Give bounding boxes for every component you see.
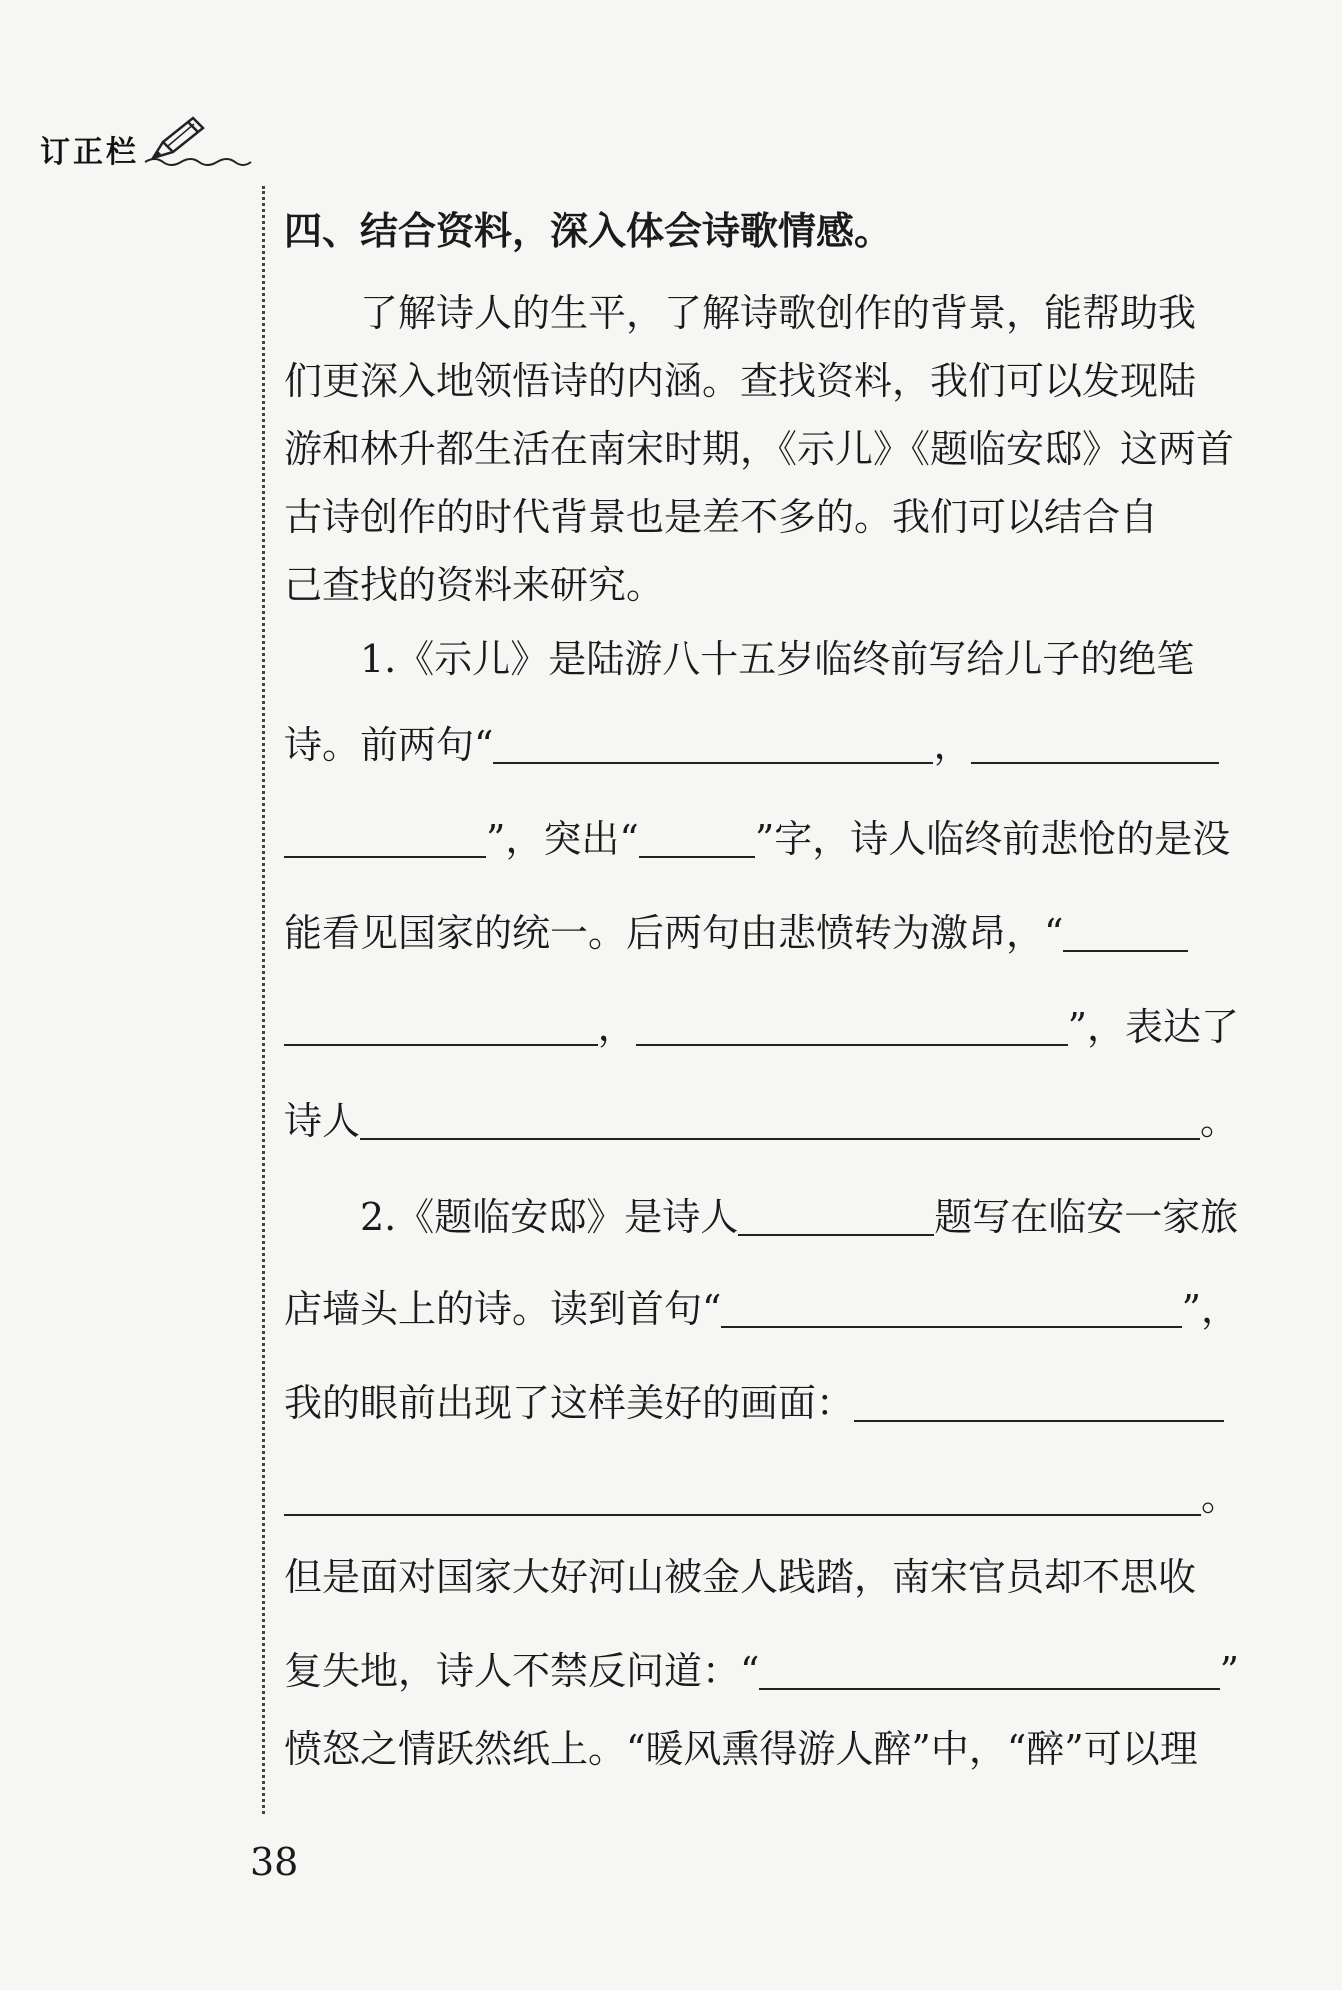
q1-text-4: 能看见国家的统一。后两句由悲愤转为激昂，“ [284, 911, 1064, 955]
q2-text-2a: 店墙头上的诗。读到首句“ [284, 1287, 722, 1331]
q2-text-1a: 2.《题临安邸》是诗人 [360, 1195, 739, 1239]
answer-blank[interactable] [1063, 914, 1188, 952]
q1-text-5b: ”，表达了 [1067, 1005, 1239, 1049]
intro-line-4: 古诗创作的时代背景也是差不多的。我们可以结合自 [284, 495, 1159, 539]
q1-text-6b: 。 [1200, 1099, 1239, 1143]
q1-text-2a: 诗。前两句“ [284, 723, 494, 767]
q2-line-4 [284, 1475, 1239, 1519]
q1-line-5 [284, 1005, 1239, 1049]
q2-line-1 [284, 1195, 1239, 1239]
intro-text-1: 了解诗人的生平，了解诗歌创作的背景，能帮助我 [360, 291, 1197, 335]
answer-blank[interactable] [284, 1008, 598, 1046]
answer-blank[interactable] [284, 1478, 1201, 1516]
correction-label: 订正栏 [40, 135, 139, 170]
q1-line-6 [284, 1099, 1239, 1143]
answer-blank[interactable] [493, 726, 933, 764]
q2-line-6 [284, 1649, 1239, 1693]
intro-line-3: 游和林升都生活在南宋时期，《示儿》《题临安邸》这两首 [284, 427, 1235, 471]
answer-blank[interactable] [971, 726, 1219, 764]
q1-text-6a: 诗人 [284, 1099, 361, 1143]
q1-line-3 [284, 817, 1239, 861]
section-heading: 四、结合资料，深入体会诗歌情感。 [284, 209, 893, 253]
intro-line-1 [284, 291, 1239, 335]
intro-line-2: 们更深入地领悟诗的内涵。查找资料，我们可以发现陆 [284, 359, 1197, 403]
q2-text-3: 我的眼前出现了这样美好的画面： [284, 1381, 855, 1425]
q2-text-1b: 题写在临安一家旅 [934, 1195, 1239, 1239]
page-number: 38 [250, 1840, 299, 1884]
q2-line-3 [284, 1381, 1239, 1425]
answer-blank[interactable] [721, 1290, 1181, 1328]
q2-line-5: 但是面对国家大好河山被金人践踏，南宋官员却不思收 [284, 1555, 1197, 1599]
q1-text-5a: ， [597, 1005, 636, 1049]
q2-line-2 [284, 1287, 1239, 1331]
answer-blank[interactable] [284, 820, 486, 858]
answer-blank[interactable] [639, 820, 755, 858]
intro-line-5: 己查找的资料来研究。 [284, 563, 665, 607]
q1-text-3a: ”，突出“ [486, 817, 639, 861]
answer-blank[interactable] [854, 1384, 1224, 1422]
q2-text-4b: 。 [1200, 1475, 1239, 1519]
q2-text-2b: ”， [1181, 1287, 1239, 1331]
q1-text-3b: ”字，诗人临终前悲怆的是没 [754, 817, 1231, 861]
q2-text-6a: 复失地，诗人不禁反问道：“ [284, 1649, 760, 1693]
answer-blank[interactable] [636, 1008, 1068, 1046]
q2-text-6b: ” [1219, 1649, 1239, 1693]
answer-blank[interactable] [360, 1102, 1200, 1140]
q1-line-1: 1.《示儿》是陆游八十五岁临终前写给儿子的绝笔 [360, 637, 1195, 681]
pencil-icon [141, 112, 253, 168]
q1-line-4 [284, 911, 1239, 955]
dotted-margin-line [262, 186, 265, 1814]
answer-blank[interactable] [759, 1652, 1219, 1690]
q1-text-2b: ， [933, 723, 972, 767]
q1-line-2 [284, 723, 1239, 767]
answer-blank[interactable] [738, 1198, 934, 1236]
q2-line-7: 愤怒之情跃然纸上。“暖风熏得游人醉”中，“醉”可以理 [284, 1727, 1198, 1771]
correction-column-header [40, 112, 253, 168]
